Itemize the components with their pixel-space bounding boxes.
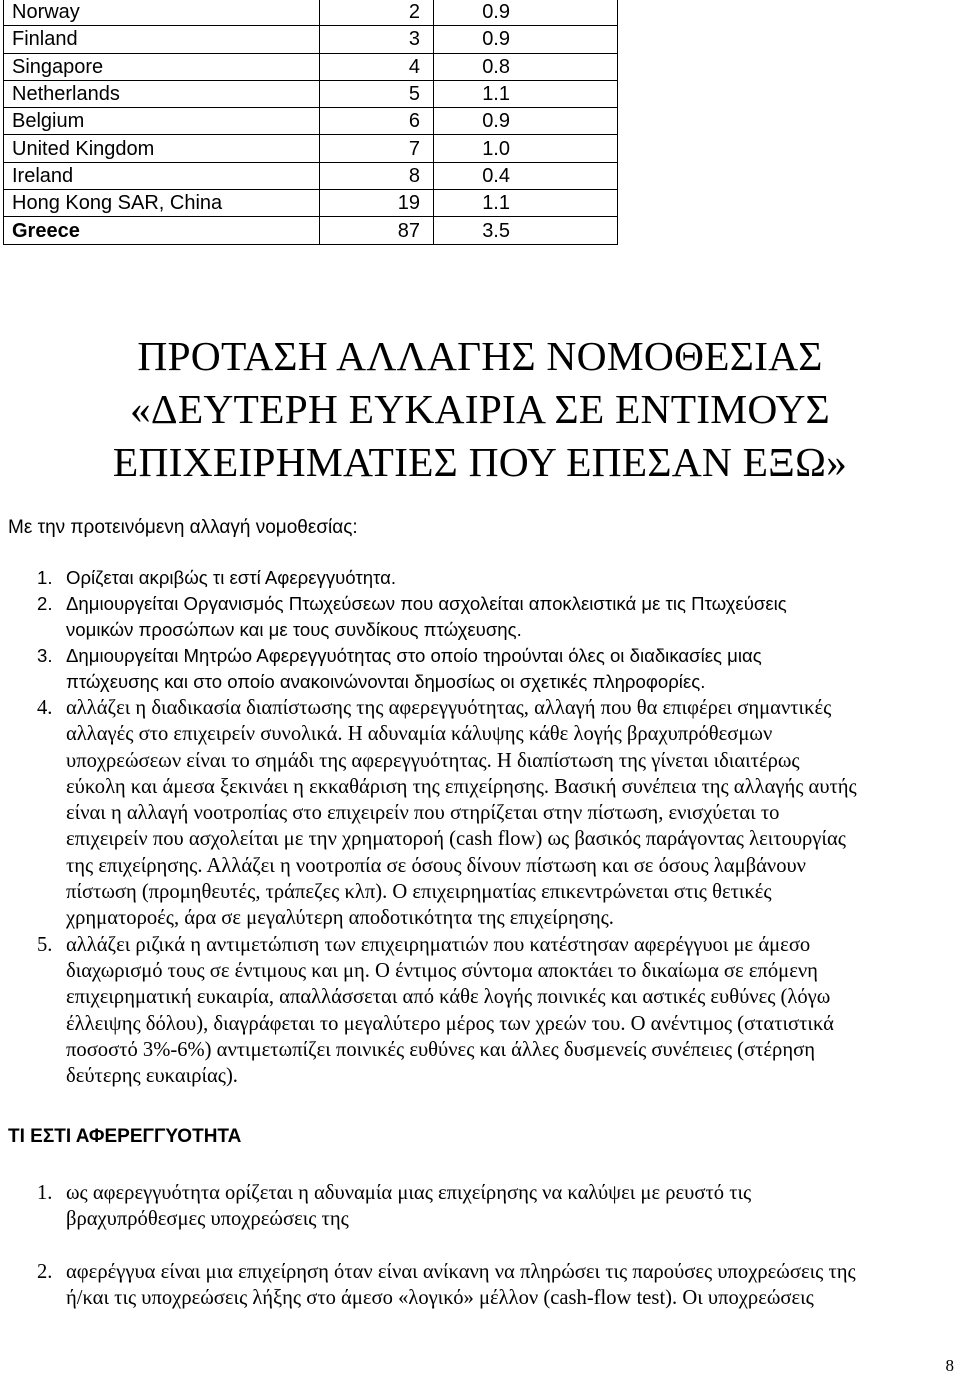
list-text-line: είναι η αλλαγή νοοτροπίας στο επιχειρείν που στηρίζεται στην πίστωση, ενισχύεται το: [66, 802, 780, 825]
list-text-line: αλλάζει ριζικά η αντιμετώπιση των επιχειρηματιών που κατέστησαν αφερέγγυοι με άμεσο: [66, 933, 811, 956]
page-number: 8: [945, 1356, 954, 1375]
list-item: [0, 1180, 955, 1233]
proposal-heading: [0, 330, 960, 489]
list-number: 1.: [37, 1182, 53, 1204]
list-number: 5.: [37, 933, 53, 956]
country-cell: Singapore: [4, 53, 320, 80]
list-text-line: Δημιουργείται Οργανισμός Πτωχεύσεων που ασχολείται αποκλειστικά με τις Πτωχεύσεις: [66, 593, 787, 614]
value-cell: 0.8: [434, 53, 618, 80]
table-row: [4, 0, 618, 26]
list-item: [0, 591, 955, 643]
value-cell: 0.9: [434, 26, 618, 53]
table-row: [4, 190, 618, 217]
list-text-line: πίστωση (προμηθευτές, τράπεζες κλπ). Ο επιχειρηματίας επικεντρώνεται στις θετικές: [66, 881, 772, 904]
list-text-line: δεύτερης ευκαιρίας).: [66, 1065, 238, 1088]
list-text-line: αλλάζει η διαδικασία διαπίστωσης της αφερεγγυότητας, αλλαγή που θα επιφέρει σημαντικές: [66, 697, 832, 719]
table-row: [4, 162, 618, 189]
list-number: 2.: [37, 1260, 53, 1283]
list-text-line: ή/και τις υποχρεώσεις λήξης στο άμεσο «λογικό» μέλλον (cash-flow test). Οι υποχρεώσεις: [66, 1286, 814, 1309]
value-cell: 1.0: [434, 135, 618, 162]
list-text-line: επιχειρηματική ευκαιρία, απαλλάσσεται από κάθε λογής ποινικές και αστικές ευθύνες (λόγω: [66, 986, 831, 1009]
list-text-line: βραχυπρόθεσμες υποχρεώσεις της: [66, 1208, 349, 1231]
list-text-line: έλλειψης δόλου), διαγράφεται το μεγαλύτερο μέρος των χρεών του. Ο ανέντιμος (στατιστικά: [66, 1012, 834, 1035]
value-cell: 1.1: [434, 190, 618, 217]
heading-line: ΠΡΟΤΑΣΗ ΑΛΛΑΓΗΣ ΝΟΜΟΘΕΣΙΑΣ: [137, 333, 823, 379]
list-item: [0, 565, 955, 591]
list-text-line: ως αφερεγγυότητα ορίζεται η αδυναμία μιας επιχείρησης να καλύψει με ρευστό τις: [66, 1182, 752, 1204]
list-text-line: υποχρεώσεων είναι το σημάδι της αφερεγγυότητας. Η διαπίστωση της γίνεται ιδιαιτέρως: [66, 749, 800, 772]
list-text-line: διαχωρισμό τους σε έντιμους και μη. Ο έντιμος σύντομα αποκτάει το δικαίωμα σε επόμενη: [66, 959, 818, 982]
list-text-line: επιχειρείν που ασχολείται με την χρηματοροή (cash flow) ως βασικός παράγοντας λειτουργίας: [66, 828, 846, 851]
list-text-line: Ορίζεται ακριβώς τι εστί Αφερεγγυότητα.: [66, 567, 397, 588]
rank-cell: 4: [320, 53, 434, 80]
value-cell: 0.9: [434, 108, 618, 135]
list-text-line: ποσοστό 3%-6%) αντιμετωπίζει ποινικές ευθύνες και άλλες δυσμενείς συνέπειες (στέρηση: [66, 1038, 815, 1061]
rank-cell: 87: [320, 217, 434, 244]
heading-line: «ΔΕΥΤΕΡΗ ΕΥΚΑΙΡΙΑ ΣΕ ΕΝΤΙΜΟΥΣ: [129, 386, 830, 432]
list-item: [0, 1259, 955, 1312]
rank-cell: 7: [320, 135, 434, 162]
list-number: 3.: [37, 645, 53, 666]
list-text-line: νομικών προσώπων και με τους συνδίκους πτώχευσης.: [66, 619, 522, 640]
list-text-line: αλλαγές στο επιχειρείν συνολικά. Η αδυναμία κάλυψης κάθε λογής βραχυπρόθεσμων: [66, 723, 773, 746]
list-text-line: αφερέγγυα είναι μια επιχείρηση όταν είναι ανίκανη να πληρώσει τις παρούσες υποχρεώσεις της: [66, 1260, 856, 1283]
rank-cell: 8: [320, 162, 434, 189]
rank-cell: 6: [320, 108, 434, 135]
rank-cell: 19: [320, 190, 434, 217]
section-title: ΤΙ ΕΣΤΙ ΑΦΕΡΕΓΓΥΟΤΗΤΑ: [8, 1126, 242, 1147]
country-cell: Netherlands: [4, 80, 320, 107]
country-cell: Norway: [4, 0, 320, 26]
table-row-greece: [4, 217, 618, 244]
definition-list: [0, 1180, 955, 1311]
table-row: [4, 26, 618, 53]
list-number: 1.: [37, 567, 53, 588]
list-item: [0, 643, 955, 695]
table-row: [4, 80, 618, 107]
country-cell: Belgium: [4, 108, 320, 135]
country-cell: United Kingdom: [4, 135, 320, 162]
list-text-line: εύκολη και άμεσα ξεκινάει η εκκαθάριση της επιχείρησης. Βασική συνέπεια της αλλαγής αυτής: [66, 775, 857, 798]
country-cell: Greece: [4, 217, 320, 244]
list-text-line: Δημιουργείται Μητρώο Αφερεγγυότητας στο οποίο τηρούνται όλες οι διαδικασίες μιας: [66, 645, 762, 666]
list-text-line: της επιχείρησης. Αλλάζει η νοοτροπία σε όσους δίνουν πίστωση και σε όσους λαμβάνουν: [66, 854, 806, 877]
intro-text: Με την προτεινόμενη αλλαγή νομοθεσίας:: [8, 517, 358, 538]
rank-cell: 3: [320, 26, 434, 53]
value-cell: 0.9: [434, 0, 618, 26]
value-cell: 0.4: [434, 162, 618, 189]
value-cell: 1.1: [434, 80, 618, 107]
value-cell: 3.5: [434, 217, 618, 244]
list-text-line: χρηματοροές, άρα σε μεγαλύτερη αποδοτικότητα της επιχείρησης.: [66, 907, 614, 930]
proposal-list: [0, 565, 955, 1089]
heading-line: ΕΠΙΧΕΙΡΗΜΑΤΙΕΣ ΠΟΥ ΕΠΕΣΑΝ ΕΞΩ»: [112, 439, 848, 485]
country-cell: Finland: [4, 26, 320, 53]
list-item: [0, 932, 955, 1090]
list-text-line: πτώχευσης και στο οποίο ανακοινώνονται δημοσίως οι σχετικές πληροφορίες.: [66, 671, 706, 692]
table-row: [4, 53, 618, 80]
list-number: 2.: [37, 593, 53, 614]
rank-cell: 5: [320, 80, 434, 107]
list-item: [0, 695, 955, 932]
country-cell: Hong Kong SAR, China: [4, 190, 320, 217]
table-row: [4, 108, 618, 135]
country-ranking-table: [3, 0, 618, 245]
table-row: [4, 135, 618, 162]
list-number: 4.: [37, 697, 53, 719]
rank-cell: 2: [320, 0, 434, 26]
country-cell: Ireland: [4, 162, 320, 189]
